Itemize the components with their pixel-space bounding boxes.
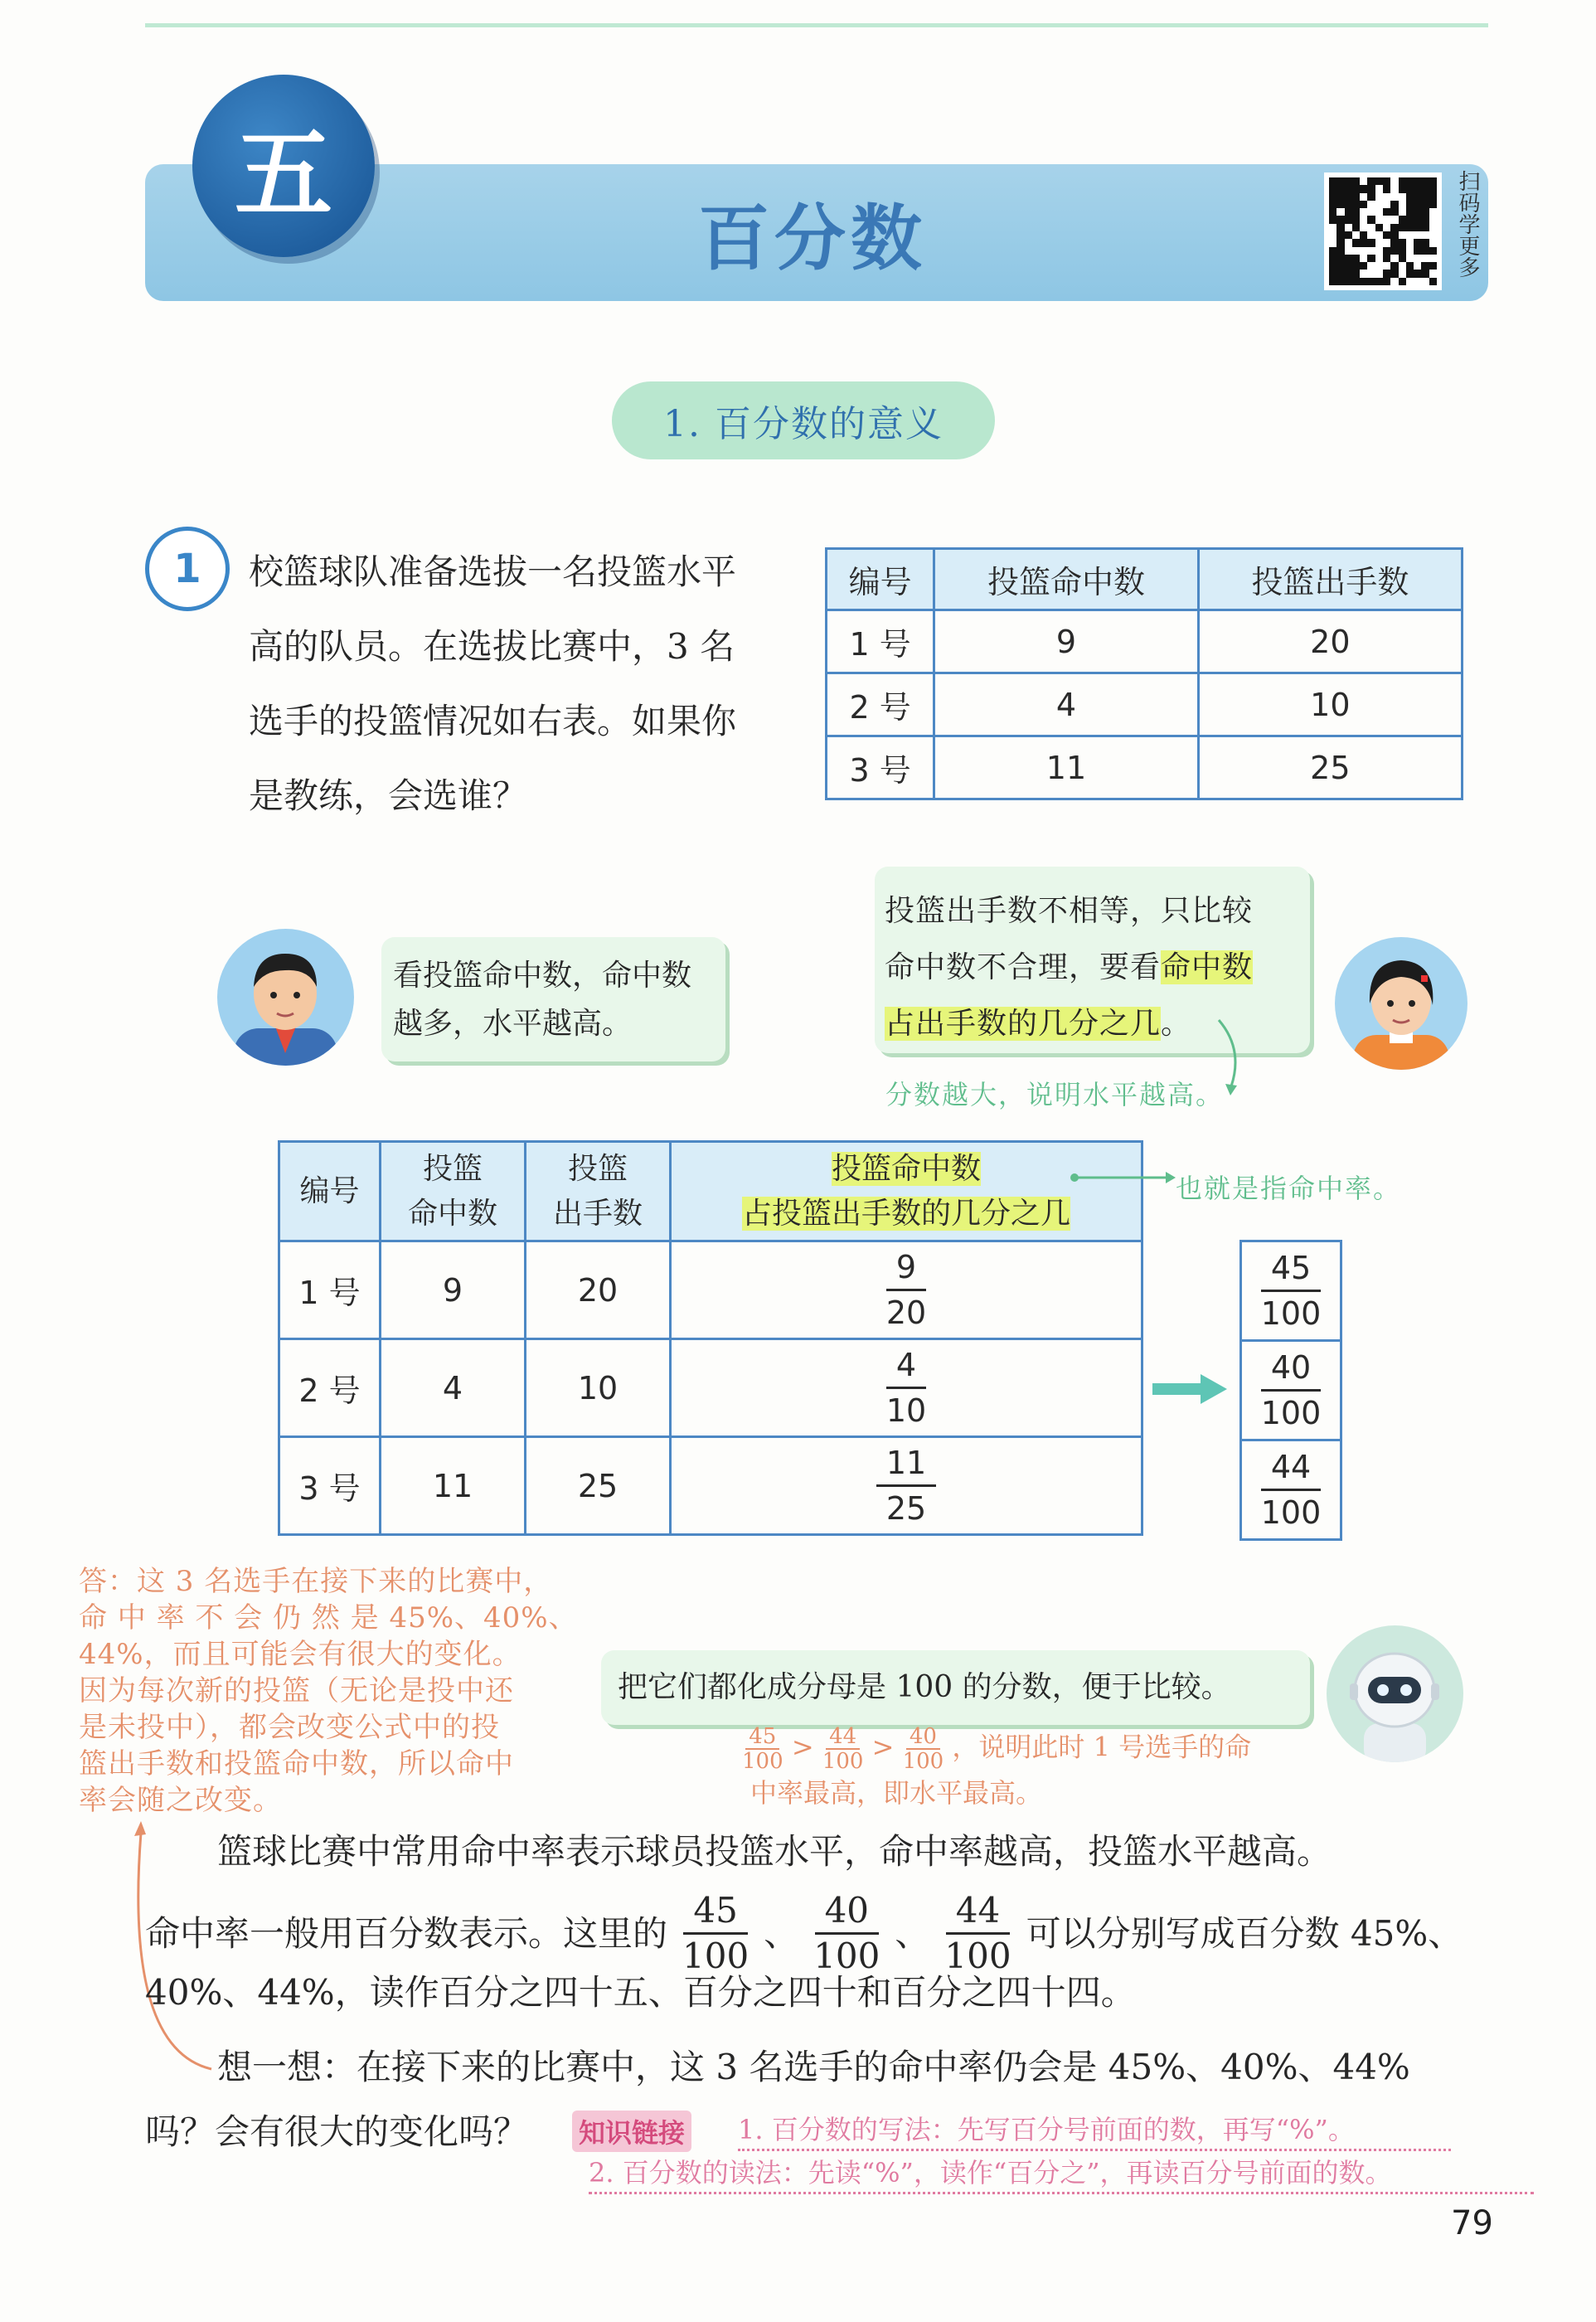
qr-cell (1383, 278, 1390, 285)
qr-cell (1367, 224, 1375, 231)
comparison-annotation: $\frac{45}{100}$ > $\frac{44}{100}$ > $\frac{40}{100}$ ，说明此时 1 号选手的命 中率最高，即水平最高。 (742, 1724, 1252, 1809)
qr-cell (1383, 177, 1390, 185)
qr-cell (1429, 208, 1437, 216)
qr-cell (1352, 177, 1360, 185)
qr-cell (1345, 193, 1352, 201)
qr-cell (1414, 255, 1421, 262)
pointer-arrow-icon (1070, 1169, 1177, 1186)
qr-cell (1336, 247, 1344, 255)
qr-cell (1414, 177, 1421, 185)
qr-cell (1367, 216, 1375, 223)
problem-text: 校篮球队准备选拔一名投篮水平 高的队员。在选拔比赛中，3 名 选手的投篮情况如右表。如果你 是教练，会选谁？ (249, 551, 737, 816)
qr-cell (1414, 201, 1421, 208)
qr-cell (1421, 224, 1429, 231)
fraction: $\frac{45}{100}$ (742, 1724, 783, 1774)
qr-cell (1383, 201, 1390, 208)
qr-cell (1375, 262, 1383, 270)
qr-cell (1383, 208, 1390, 216)
qr-code-icon[interactable] (1324, 172, 1442, 290)
fraction: $\frac{44}{100}$ (822, 1724, 864, 1774)
qr-cell (1367, 208, 1375, 216)
qr-cell (1329, 177, 1336, 185)
qr-cell (1375, 208, 1383, 216)
qr-cell (1375, 270, 1383, 277)
qr-cell (1390, 208, 1398, 216)
qr-cell (1367, 231, 1375, 239)
boy-avatar (217, 929, 354, 1066)
qr-cell (1383, 270, 1390, 277)
qr-cell (1352, 270, 1360, 277)
qr-cell (1421, 231, 1429, 239)
qr-cell (1352, 208, 1360, 216)
qr-cell (1399, 239, 1406, 246)
table-row (1241, 1241, 1341, 1341)
qr-cell (1421, 247, 1429, 255)
qr-cell (1406, 239, 1414, 246)
qr-cell (1421, 177, 1429, 185)
qr-cell (1399, 278, 1406, 285)
qr-cell (1345, 262, 1352, 270)
top-divider (145, 23, 1488, 27)
qr-cell (1345, 216, 1352, 223)
girl-speech-bubble: 投篮出手数不相等，只比较 命中数不合理，要看命中数 占出手数的几分之几。 (875, 867, 1310, 1053)
qr-cell (1421, 262, 1429, 270)
qr-cell (1336, 193, 1344, 201)
qr-cell (1390, 270, 1398, 277)
qr-cell (1383, 185, 1390, 192)
qr-cell (1367, 278, 1375, 285)
qr-cell (1367, 247, 1375, 255)
qr-cell (1414, 278, 1421, 285)
qr-cell (1336, 262, 1344, 270)
qr-cell (1360, 224, 1367, 231)
qr-cell (1383, 255, 1390, 262)
fraction: $\frac{45}{100}$ (1260, 1250, 1322, 1332)
qr-cell (1329, 201, 1336, 208)
boy-speech-bubble: 看投篮命中数，命中数 越多，水平越高。 (381, 937, 725, 1061)
qr-cell (1375, 193, 1383, 201)
qr-cell (1367, 239, 1375, 246)
qr-cell (1399, 193, 1406, 201)
qr-cell (1336, 177, 1344, 185)
qr-cell (1406, 224, 1414, 231)
qr-cell (1345, 247, 1352, 255)
qr-cell (1399, 208, 1406, 216)
girl-note: 分数越大，说明水平越高。 (885, 1079, 1225, 1110)
qr-cell (1345, 278, 1352, 285)
qr-cell (1375, 177, 1383, 185)
think-question: 想一想：在接下来的比赛中，这 3 名选手的命中率仍会是 45%、40%、44% (217, 2047, 1410, 2087)
qr-cell (1375, 278, 1383, 285)
qr-cell (1406, 201, 1414, 208)
qr-cell (1421, 239, 1429, 246)
qr-cell (1406, 262, 1414, 270)
qr-cell (1383, 231, 1390, 239)
qr-cell (1406, 193, 1414, 201)
qr-cell (1429, 239, 1437, 246)
qr-cell (1399, 255, 1406, 262)
knowledge-line-2: 2. 百分数的读法：先读“%”，读作“百分之”，再读百分号前面的数。 (589, 2152, 1534, 2194)
qr-cell (1399, 262, 1406, 270)
qr-cell (1375, 216, 1383, 223)
qr-cell (1406, 231, 1414, 239)
qr-caption: 扫码学更多 (1455, 170, 1480, 278)
chapter-number: 五 (234, 116, 332, 231)
qr-cell (1414, 247, 1421, 255)
qr-cell (1336, 278, 1344, 285)
qr-cell (1336, 270, 1344, 277)
qr-cell (1345, 201, 1352, 208)
fraction: $\frac{40}{100}$ (1260, 1349, 1322, 1431)
qr-cell (1375, 224, 1383, 231)
hit-rate-note: 也就是指命中率。 (1176, 1173, 1402, 1204)
qr-cell (1352, 247, 1360, 255)
qr-cell (1336, 255, 1344, 262)
fraction: $\frac{44}{100}$ (944, 1890, 1011, 1976)
table-header-row: 编号 投篮命中数 投篮出手数 (827, 549, 1463, 610)
qr-cell (1329, 224, 1336, 231)
qr-cell (1429, 278, 1437, 285)
qr-cell (1367, 193, 1375, 201)
qr-cell (1414, 231, 1421, 239)
qr-cell (1329, 255, 1336, 262)
qr-cell (1390, 239, 1398, 246)
qr-cell (1360, 262, 1367, 270)
qr-cell (1399, 177, 1406, 185)
table-row (1241, 1440, 1341, 1540)
qr-cell (1414, 208, 1421, 216)
fraction: $\frac{11}{25}$ (876, 1443, 936, 1528)
qr-cell (1383, 247, 1390, 255)
qr-cell (1421, 185, 1429, 192)
qr-cell (1336, 216, 1344, 223)
qr-cell (1429, 262, 1437, 270)
qr-cell (1399, 185, 1406, 192)
robot-icon (1327, 1625, 1463, 1762)
qr-cell (1390, 177, 1398, 185)
qr-cell (1360, 185, 1367, 192)
knowledge-line-1: 1. 百分数的写法：先写百分号前面的数，再写“%”。 (738, 2109, 1451, 2151)
qr-cell (1329, 262, 1336, 270)
qr-cell (1383, 239, 1390, 246)
qr-cell (1336, 239, 1344, 246)
qr-cell (1336, 224, 1344, 231)
fraction: $\frac{40}{100}$ (902, 1724, 944, 1774)
qr-cell (1429, 193, 1437, 201)
qr-cell (1329, 278, 1336, 285)
qr-cell (1345, 224, 1352, 231)
qr-cell (1345, 255, 1352, 262)
qr-cell (1367, 270, 1375, 277)
qr-cell (1329, 193, 1336, 201)
fraction-table (278, 1140, 1143, 1536)
robot-avatar (1327, 1625, 1463, 1762)
table-row: 3 号 11 25 $\frac{11}{25}$ (279, 1437, 1142, 1535)
body-paragraph-2: 命中率一般用百分数表示。这里的 $\frac{45}{100}$ 、 $\frac{40}{100}$ 、 $\frac{44}{100}$ 可以分别写成百分数 45%、 (145, 1890, 1463, 1976)
qr-cell (1399, 216, 1406, 223)
shooting-data-table (825, 547, 1463, 800)
qr-cell (1329, 231, 1336, 239)
qr-cell (1429, 185, 1437, 192)
qr-cell (1406, 255, 1414, 262)
qr-cell (1390, 278, 1398, 285)
qr-cell (1367, 185, 1375, 192)
qr-cell (1329, 270, 1336, 277)
girl-avatar (1335, 937, 1467, 1070)
qr-cell (1360, 239, 1367, 246)
qr-cell (1360, 231, 1367, 239)
fraction: $\frac{40}{100}$ (813, 1890, 880, 1976)
qr-cell (1345, 177, 1352, 185)
qr-cell (1352, 216, 1360, 223)
qr-cell (1375, 247, 1383, 255)
qr-cell (1399, 201, 1406, 208)
qr-cell (1390, 193, 1398, 201)
qr-cell (1336, 208, 1344, 216)
qr-cell (1329, 216, 1336, 223)
qr-cell (1406, 247, 1414, 255)
qr-cell (1360, 201, 1367, 208)
qr-cell (1406, 270, 1414, 277)
qr-cell (1336, 201, 1344, 208)
qr-cell (1429, 255, 1437, 262)
qr-cell (1406, 278, 1414, 285)
qr-cell (1352, 231, 1360, 239)
robot-speech-bubble: 把它们都化成分母是 100 的分数，便于比较。 (601, 1650, 1310, 1725)
qr-cell (1421, 255, 1429, 262)
convert-arrow-icon (1152, 1372, 1229, 1406)
qr-cell (1414, 185, 1421, 192)
qr-cell (1329, 239, 1336, 246)
table-row (1241, 1341, 1341, 1440)
qr-cell (1414, 262, 1421, 270)
qr-cell (1406, 177, 1414, 185)
converted-fraction-table (1239, 1240, 1342, 1541)
table-header-row: 编号 投篮 命中数 投篮 出手数 投篮命中数 占投篮出手数的几分之几 (279, 1142, 1142, 1241)
qr-cell (1375, 255, 1383, 262)
qr-cell (1429, 177, 1437, 185)
qr-cell (1429, 216, 1437, 223)
qr-cell (1406, 185, 1414, 192)
qr-cell (1421, 201, 1429, 208)
qr-cell (1345, 208, 1352, 216)
qr-cell (1345, 231, 1352, 239)
table-row: 1 号 9 20 $\frac{9}{20}$ (279, 1241, 1142, 1339)
qr-cell (1421, 193, 1429, 201)
qr-cell (1345, 185, 1352, 192)
qr-cell (1414, 224, 1421, 231)
qr-cell (1383, 193, 1390, 201)
qr-cell (1390, 262, 1398, 270)
qr-cell (1329, 247, 1336, 255)
qr-cell (1329, 208, 1336, 216)
chapter-title: 百分数 (698, 197, 927, 280)
qr-cell (1367, 177, 1375, 185)
qr-cell (1421, 216, 1429, 223)
qr-cell (1367, 262, 1375, 270)
qr-cell (1352, 224, 1360, 231)
table-row: 2 号 4 10 (827, 673, 1463, 736)
qr-cell (1399, 247, 1406, 255)
qr-cell (1429, 224, 1437, 231)
qr-cell (1390, 216, 1398, 223)
body-paragraph-3: 40%、44%，读作百分之四十五、百分之四十和百分之四十四。 (145, 1972, 1136, 2013)
qr-cell (1429, 201, 1437, 208)
qr-cell (1390, 255, 1398, 262)
qr-cell (1352, 255, 1360, 262)
qr-cell (1360, 270, 1367, 277)
qr-cell (1383, 216, 1390, 223)
qr-cell (1375, 185, 1383, 192)
fraction: $\frac{9}{20}$ (885, 1249, 927, 1331)
qr-cell (1406, 216, 1414, 223)
qr-cell (1345, 239, 1352, 246)
qr-cell (1375, 231, 1383, 239)
section-title: 1. 百分数的意义 (612, 381, 995, 459)
qr-cell (1360, 216, 1367, 223)
qr-cell (1360, 247, 1367, 255)
fraction: $\frac{45}{100}$ (682, 1890, 749, 1976)
qr-cell (1414, 239, 1421, 246)
qr-cell (1429, 247, 1437, 255)
qr-cell (1352, 262, 1360, 270)
qr-cell (1336, 185, 1344, 192)
knowledge-link-tag: 知识链接 (572, 2111, 691, 2152)
example-number-badge: 1 (145, 527, 230, 611)
qr-cell (1383, 224, 1390, 231)
qr-cell (1360, 177, 1367, 185)
qr-cell (1414, 270, 1421, 277)
qr-cell (1399, 231, 1406, 239)
qr-cell (1352, 193, 1360, 201)
qr-cell (1383, 262, 1390, 270)
note-arrow-icon (1210, 1016, 1252, 1099)
qr-cell (1406, 208, 1414, 216)
qr-cell (1360, 278, 1367, 285)
qr-cell (1429, 231, 1437, 239)
fraction: $\frac{44}{100}$ (1260, 1449, 1322, 1531)
think-question-end: 吗？会有很大的变化吗？ (145, 2111, 529, 2152)
qr-cell (1375, 239, 1383, 246)
qr-cell (1367, 201, 1375, 208)
qr-cell (1360, 193, 1367, 201)
qr-cell (1352, 239, 1360, 246)
girl-figure-icon (1335, 937, 1467, 1070)
qr-cell (1421, 270, 1429, 277)
qr-cell (1352, 185, 1360, 192)
fraction: $\frac{4}{10}$ (885, 1347, 927, 1429)
qr-cell (1352, 278, 1360, 285)
qr-cell (1399, 224, 1406, 231)
boy-figure-icon (217, 929, 354, 1066)
qr-cell (1414, 216, 1421, 223)
qr-cell (1421, 208, 1429, 216)
table-row: 2 号 4 10 $\frac{4}{10}$ (279, 1339, 1142, 1437)
body-paragraph-1: 篮球比赛中常用命中率表示球员投篮水平，命中率越高，投篮水平越高。 (217, 1831, 1332, 1872)
qr-cell (1367, 255, 1375, 262)
qr-cell (1345, 270, 1352, 277)
qr-cell (1390, 185, 1398, 192)
qr-cell (1390, 231, 1398, 239)
table-row: 1 号 9 20 (827, 610, 1463, 673)
qr-cell (1352, 201, 1360, 208)
qr-cell (1390, 247, 1398, 255)
qr-cell (1329, 185, 1336, 192)
qr-cell (1360, 255, 1367, 262)
qr-cell (1336, 231, 1344, 239)
table-row: 3 号 11 25 (827, 736, 1463, 799)
qr-cell (1421, 278, 1429, 285)
qr-cell (1375, 201, 1383, 208)
qr-cell (1399, 270, 1406, 277)
qr-cell (1390, 201, 1398, 208)
qr-cell (1414, 193, 1421, 201)
qr-cell (1360, 208, 1367, 216)
qr-cell (1429, 270, 1437, 277)
page-number: 79 (1451, 2204, 1493, 2242)
answer-annotation: 答：这 3 名选手在接下来的比赛中， 命 中 率 不 会 仍 然 是 45%、40%、 44%，而且可能会有很大的变化。 因为每次新的投篮（无论是投中还 是未投中），都会改变公式中的投 篮出手数和投篮命中数，所以命中 率会随之改变。 (79, 1565, 578, 1817)
qr-cell (1390, 224, 1398, 231)
